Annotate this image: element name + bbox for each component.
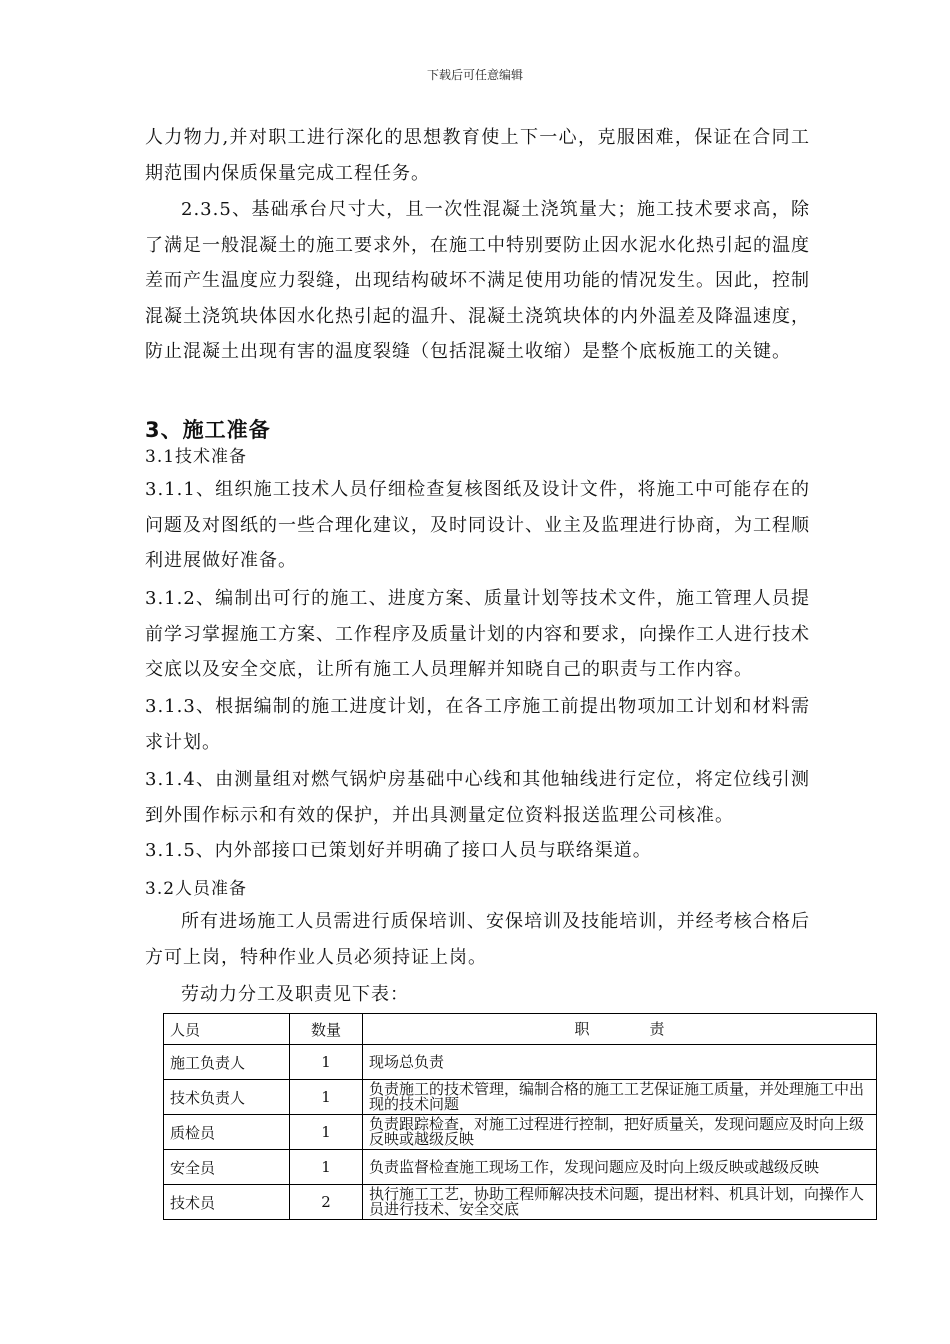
cell-duties: 现场总负责 [363,1045,877,1080]
item-3-1-4: 3.1.4、由测量组对燃气锅炉房基础中心线和其他轴线进行定位，将定位线引测到外围作标示和有效的保护，并出具测量定位资料报送监理公司核准。 [145,769,810,826]
cell-personnel: 施工负责人 [164,1045,290,1080]
cell-personnel: 安全员 [164,1150,290,1185]
personnel-paragraph: 所有进场施工人员需进行质保培训、安保培训及技能培训，并经考核合格后方可上岗，特种作业人员必须持证上岗。 [145,911,810,968]
cell-duties: 负责施工的技术管理，编制合格的施工工艺保证施工质量，并处理施工中出现的技术问题 [363,1080,877,1115]
cell-personnel: 技术负责人 [164,1080,290,1115]
page-header: 下载后可任意编辑 [426,68,523,82]
table-row [164,1115,877,1150]
table-row [164,1045,877,1080]
header-personnel: 人员 [164,1014,290,1045]
table-row [164,1185,877,1220]
section-3-1-heading: 3.1技术准备 [145,447,248,467]
item-3-1-1: 3.1.1、组织施工技术人员仔细检查复核图纸及设计文件，将施工中可能存在的问题及对图纸的一些合理化建议，及时同设计、业主及监理进行协商，为工程顺利进展做好准备。 [145,479,810,571]
item-3-1-3: 3.1.3、根据编制的施工进度计划，在各工序施工前提出物项加工计划和材料需求计划。 [145,696,810,753]
table-row [164,1080,877,1115]
cell-quantity: 2 [290,1185,363,1220]
cell-duties: 负责跟踪检查，对施工过程进行控制，把好质量关，发现问题应及时向上级反映或越级反映 [363,1115,877,1150]
cell-duties: 执行施工工艺，协助工程师解决技术问题，提出材料、机具计划，向操作人员进行技术、安全交底 [363,1185,877,1220]
paragraph-2-3-5: 2.3.5、基础承台尺寸大，且一次性混凝土浇筑量大；施工技术要求高，除了满足一般混凝土的施工要求外，在施工中特别要防止因水泥水化热引起的温度差而产生温度应力裂缝，出现结构破坏不满足使用功能的情况发生。因此，控制混凝土浇筑块体因水化热引起的温升、混凝土浇筑块体的内外温差及降温速度，防止混凝土出现有害的温度裂缝（包括混凝土收缩）是整个底板施工的关键。 [145,199,810,362]
cell-quantity: 1 [290,1045,363,1080]
section-3-heading: 3、施工准备 [145,418,271,442]
cell-personnel: 质检员 [164,1115,290,1150]
cell-personnel: 技术员 [164,1185,290,1220]
item-3-1-2: 3.1.2、编制出可行的施工、进度方案、质量计划等技术文件，施工管理人员提前学习掌握施工方案、工作程序及质量计划的内容和要求，向操作工人进行技术交底以及安全交底，让所有施工人员理解并知晓自己的职责与工作内容。 [145,588,810,680]
table-row [164,1150,877,1185]
item-3-1-5: 3.1.5、内外部接口已策划好并明确了接口人员与联络渠道。 [145,840,652,861]
table-intro: 劳动力分工及职责见下表： [181,984,409,1005]
paragraph-continuation: 人力物力,并对职工进行深化的思想教育使上下一心，克服困难，保证在合同工期范围内保质保量完成工程任务。 [145,127,810,184]
header-quantity: 数量 [290,1014,363,1045]
table-header-row [164,1014,877,1045]
labor-table [163,1013,877,1220]
cell-quantity: 1 [290,1080,363,1115]
cell-quantity: 1 [290,1115,363,1150]
header-duties: 职 责 [363,1014,877,1045]
cell-quantity: 1 [290,1150,363,1185]
cell-duties: 负责监督检查施工现场工作，发现问题应及时向上级反映或越级反映 [363,1150,877,1185]
section-3-2-heading: 3.2人员准备 [145,879,248,899]
